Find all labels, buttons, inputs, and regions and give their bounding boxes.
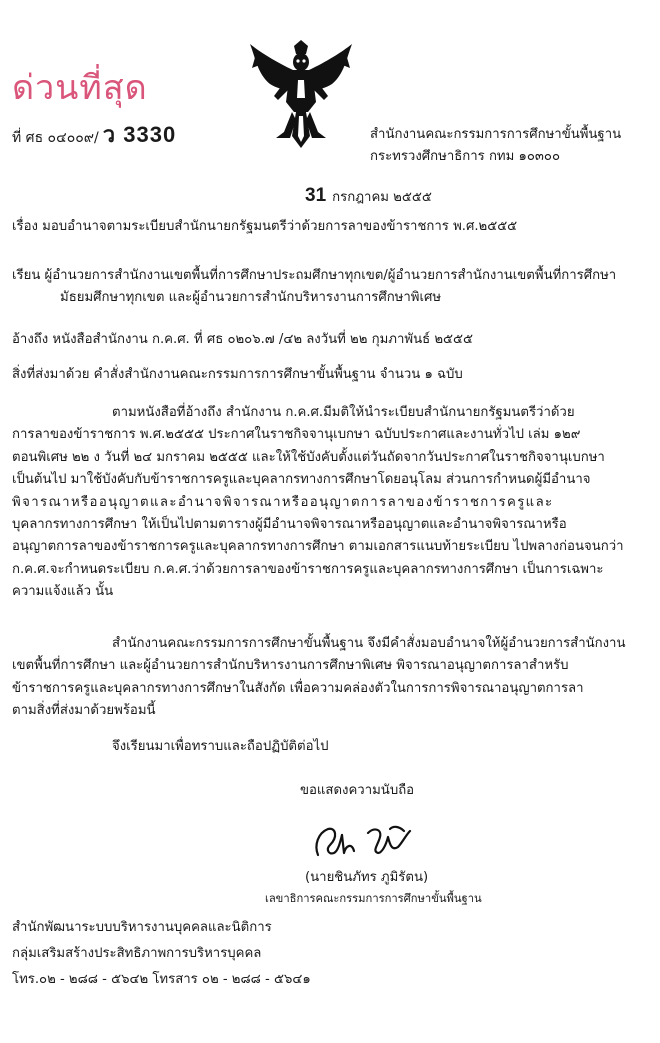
body2-line: สำนักงานคณะกรรมการการศึกษาขั้นพื้นฐาน จึงมีคำสั่งมอบอำนาจให้ผู้อำนวยการสำนักงาน	[112, 636, 626, 651]
document-number-prefix: ที่ ศธ ๐๔๐๐๙/	[12, 130, 99, 146]
footer-unit-1: สำนักพัฒนาระบบบริหารงานบุคคลและนิติการ	[12, 920, 272, 935]
body1-line: ตามหนังสือที่อ้างถึง สำนักงาน ก.ค.ศ.มีมติให้นำระเบียบสำนักนายกรัฐมนตรีว่าด้วย	[112, 405, 575, 420]
handwritten-signature-icon	[308, 815, 428, 869]
body1-line: อนุญาตการลาของข้าราชการครูและบุคลากรทางการศึกษา ตามเอกสารแนบท้ายระเบียบ ไปพลางก่อนจนกว่า	[12, 539, 624, 555]
body-paragraph-1	[12, 402, 640, 604]
issuing-office	[370, 124, 621, 168]
body1-line: ความแจ้งแล้ว นั้น	[12, 584, 114, 600]
document-number-handwritten: ว 3330	[102, 122, 177, 147]
recipient-block	[12, 265, 640, 310]
body1-line: บุคลากรทางการศึกษา ให้เป็นไปตามตารางผู้มีอำนาจพิจารณาหรืออนุญาตและอำนาจพิจารณาหรือ	[12, 517, 567, 533]
reference-text: อ้างถึง หนังสือสำนักงาน ก.ค.ศ. ที่ ศธ ๐๒๐๖.๗ /๔๒ ลงวันที่ ๒๒ กุมภาพันธ์ ๒๕๕๕	[12, 332, 473, 347]
date-day: 31	[305, 185, 327, 206]
footer-phone-fax: โทร.๐๒ - ๒๘๘ - ๕๖๔๒ โทรสาร ๐๒ - ๒๘๘ - ๕๖๔๑	[12, 972, 311, 987]
footer-contact-block	[12, 915, 311, 993]
body1-line: เป็นต้นไป มาใช้บังคับกับข้าราชการครูและบุคลากรทางการศึกษาโดยอนุโลม ส่วนการกำหนดผู้มีอำนาจ	[12, 472, 591, 488]
reference-line	[12, 329, 640, 351]
document-date	[305, 185, 432, 207]
body2-line: ตามสิ่งที่ส่งมาด้วยพร้อมนี้	[12, 703, 156, 719]
signer-title: เลขาธิการคณะกรรมการการศึกษาขั้นพื้นฐาน	[265, 892, 482, 905]
subject-text: เรื่อง มอบอำนาจตามระเบียบสำนักนายกรัฐมนตรีว่าด้วยการลาของข้าราชการ พ.ศ.๒๕๕๕	[12, 219, 518, 234]
closing-request: จึงเรียนมาเพื่อทราบและถือปฏิบัติต่อไป	[112, 739, 329, 754]
body1-line: ก.ค.ศ.จะกำหนดระเบียบ ก.ค.ศ.ว่าด้วยการลาของข้าราชการครูและบุคลากรทางการศึกษา เป็นการเฉพาะ	[12, 561, 604, 577]
body2-line: ข้าราชการครูและบุคลากรทางการศึกษาในสังกัด เพื่อความคล่องตัวในการการพิจารณาอนุญาตการลา	[12, 680, 584, 696]
body-paragraph-2	[12, 633, 640, 723]
body2-line: เขตพื้นที่การศึกษา และผู้อำนวยการสำนักบริหารงานการศึกษาพิเศษ พิจารณาอนุญาตการลาสำหรับ	[12, 658, 569, 674]
recipient-line-1: เรียน ผู้อำนวยการสำนักงานเขตพื้นที่การศึกษาประถมศึกษาทุกเขต/ผู้อำนวยการสำนักงานเขตพื้นที่การศึกษา	[12, 268, 617, 283]
salutation: ขอแสดงความนับถือ	[300, 783, 415, 798]
office-name: สำนักงานคณะกรรมการการศึกษาขั้นพื้นฐาน	[370, 127, 622, 142]
subject-line	[12, 216, 640, 238]
body1-line: ตอนพิเศษ ๒๒ ง วันที่ ๒๔ มกราคม ๒๕๕๕ และให้ใช้บังคับตั้งแต่วันถัดจากวันประกาศในราชกิจจานุเบกษา	[12, 449, 605, 465]
date-month-year: กรกฎาคม ๒๕๕๕	[332, 190, 432, 205]
garuda-emblem-icon	[246, 40, 356, 154]
office-address: กระทรวงศึกษาธิการ กทม ๑๐๓๐๐	[370, 149, 561, 164]
body1-line: การลาของข้าราชการ พ.ศ.๒๕๕๕ ประกาศในราชกิจจานุเบกษา ฉบับประกาศและงานทั่วไป เล่ม ๑๒๙	[12, 427, 581, 443]
enclosure-text: สิ่งที่ส่งมาด้วย คำสั่งสำนักงานคณะกรรมการการศึกษาขั้นพื้นฐาน จำนวน ๑ ฉบับ	[12, 367, 463, 382]
recipient-line-2: มัธยมศึกษาทุกเขต และผู้อำนวยการสำนักบริหารงานการศึกษาพิเศษ	[60, 290, 442, 306]
urgency-stamp: ด่วนที่สุด	[12, 68, 148, 108]
enclosure-line	[12, 364, 640, 386]
footer-unit-2: กลุ่มเสริมสร้างประสิทธิภาพการบริหารบุคคล	[12, 946, 262, 961]
document-number	[12, 117, 176, 152]
body1-line: พิจารณาหรืออนุญาตและอำนาจพิจารณาหรืออนุญาตการลาของข้าราชการครูและ	[12, 494, 554, 510]
signer-name: (นายชินภัทร ภูมิรัตน)	[305, 870, 429, 885]
